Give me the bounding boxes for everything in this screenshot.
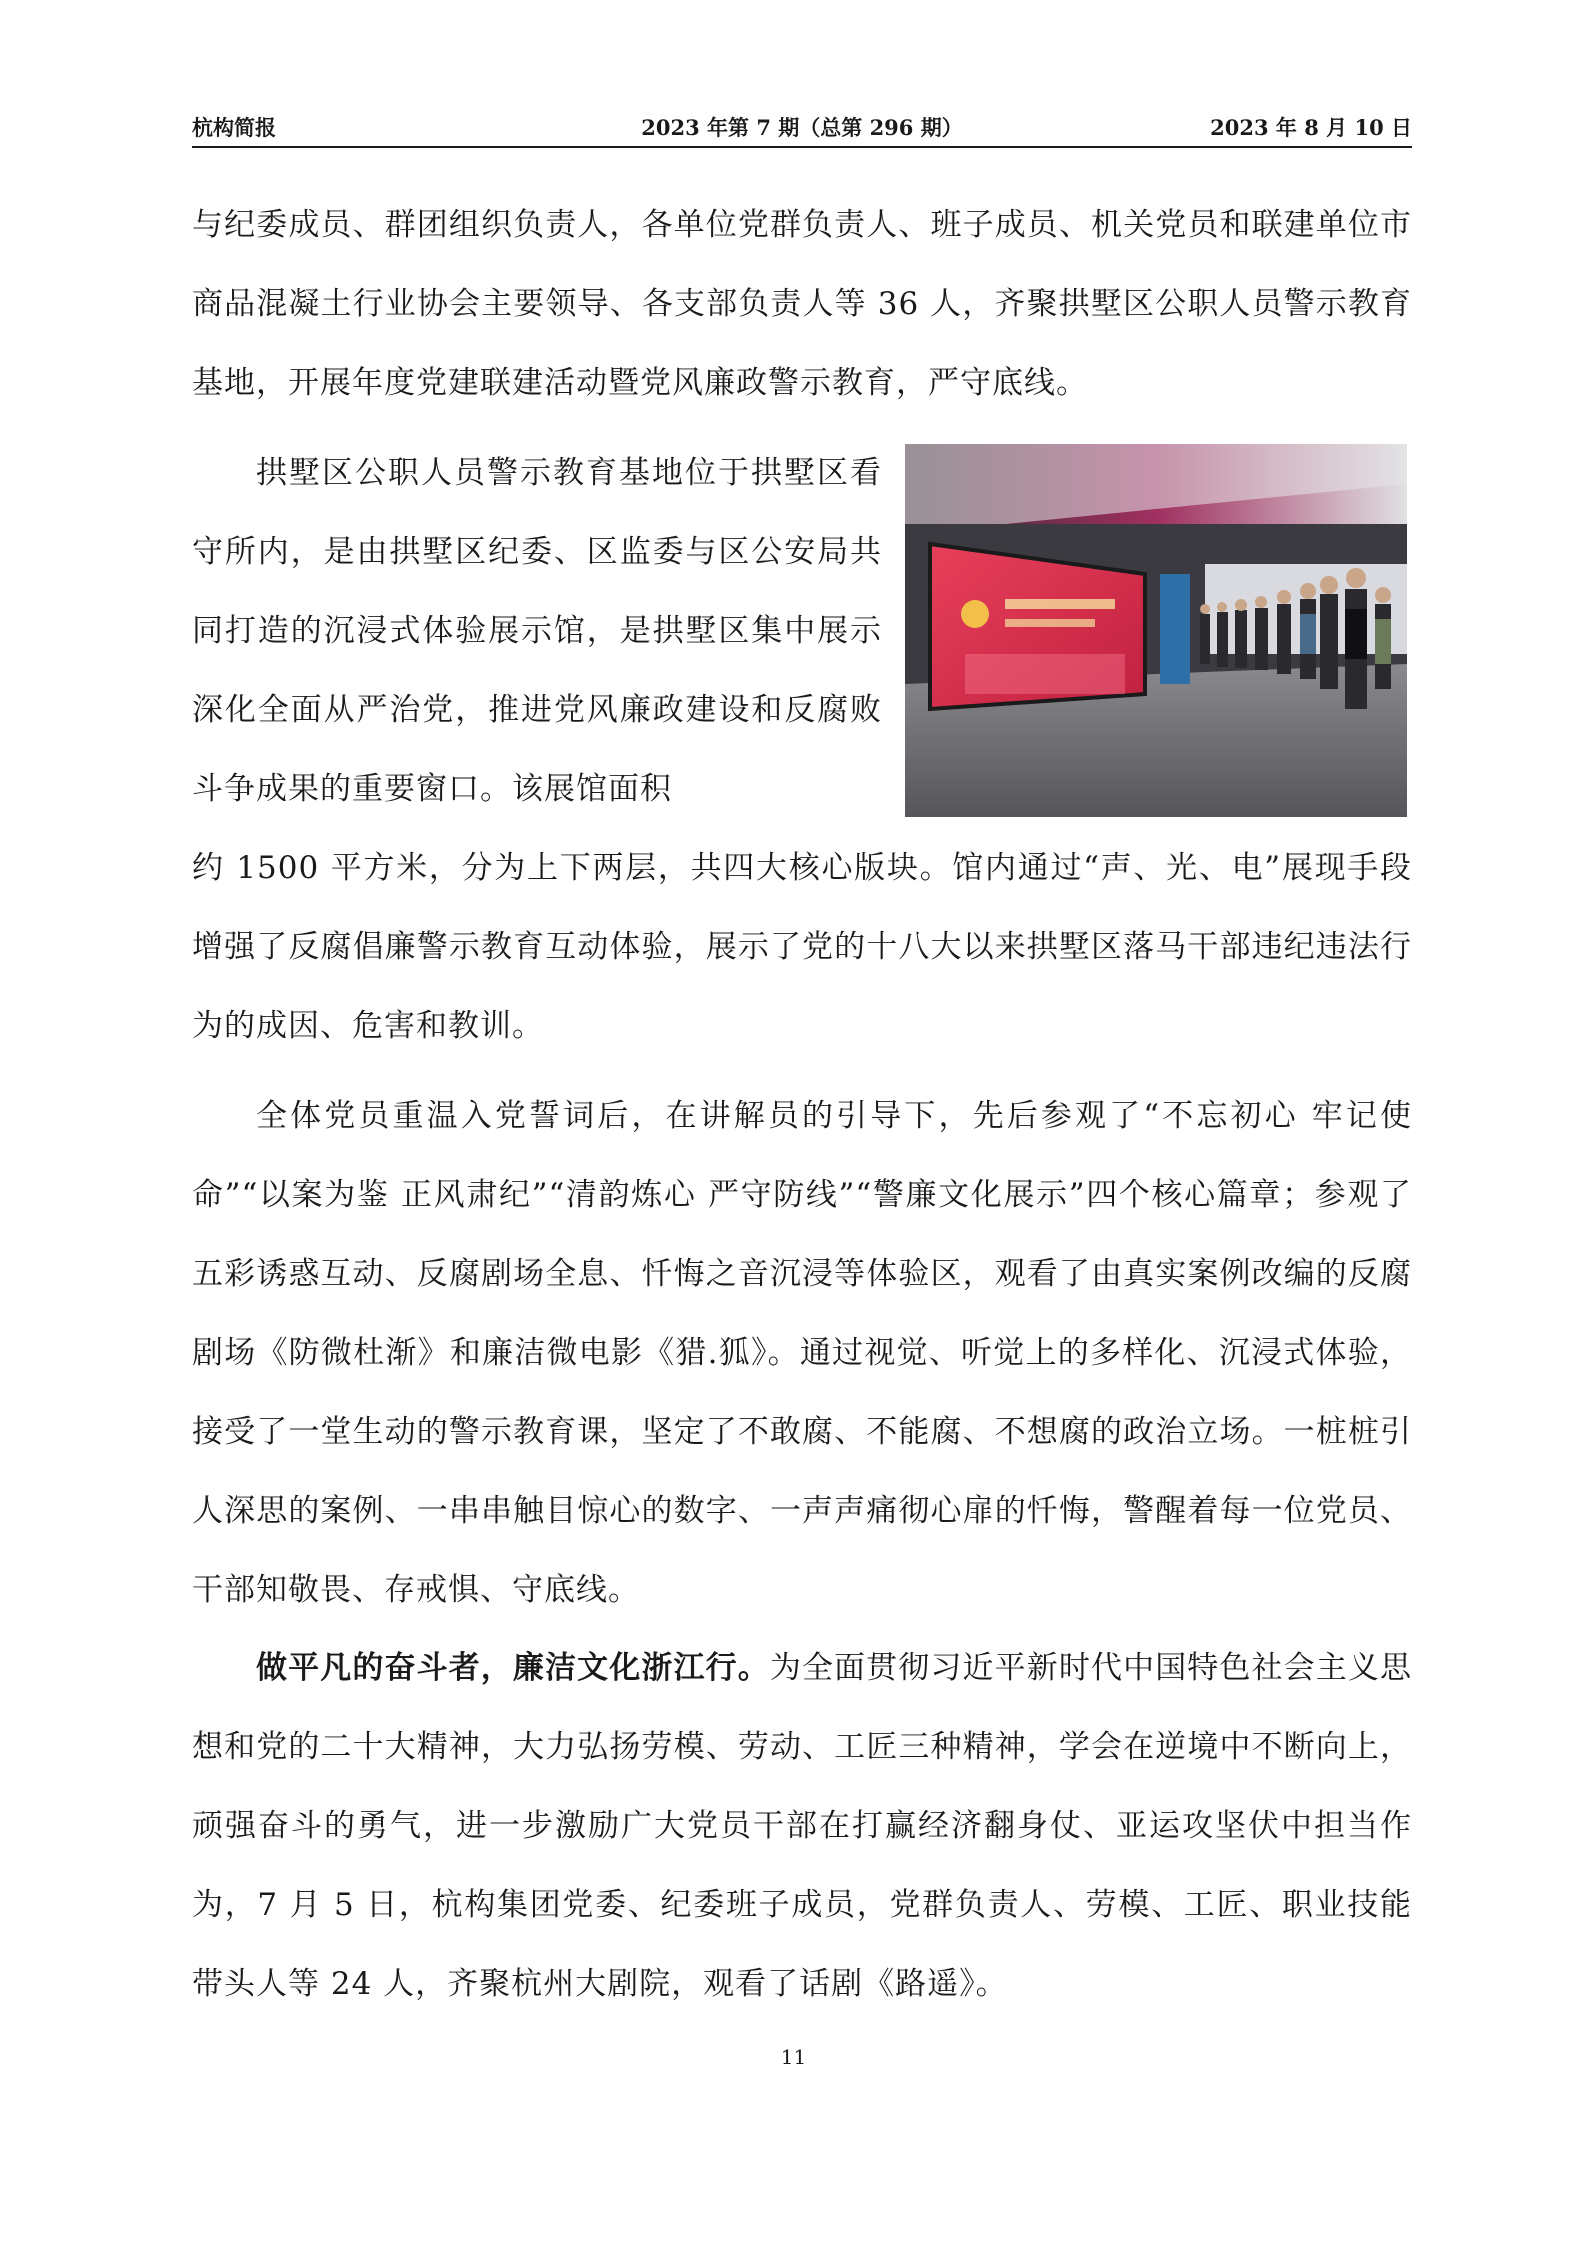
page-number: 11 (780, 2045, 807, 2069)
issue-number: 2023 年第 7 期（总第 296 期） (641, 115, 963, 140)
paragraph-2: 拱墅区公职人员警示教育基地位于拱墅区看守所内，是由拱墅区纪委、区监委与区公安局共同打造的沉浸式体验展示馆，是拱墅区集中展示深化全面从严治党，推进党风廉政建设和反腐败斗争成果的重要窗口。该展馆面积 (192, 455, 882, 807)
publication-name: 杭构简报 (192, 115, 276, 140)
exhibition-hall-illustration (905, 444, 1407, 817)
paragraph-4: 全体党员重温入党誓词后，在讲解员的引导下，先后参观了“不忘初心 牢记使命”“以案为鉴 正风肃纪”“清韵炼心 严守防线”“警廉文化展示”四个核心篇章；参观了五彩诱惑互动、反腐剧场全息、忏悔之音沉浸等体验区，观看了由真实案例改编的反腐剧场《防微杜渐》和廉洁微电影《猎.狐》。通过视觉、听觉上的多样化、沉浸式体验，接受了一堂生动的警示教育课，坚定了不敢腐、不能腐、不想腐的政治立场。一桩桩引人深思的案例、一串串触目惊心的数字、一声声痛彻心扉的忏悔，警醒着每一位党员、干部知敬畏、存戒惧、守底线。 (192, 1098, 1412, 1608)
paragraph-5 (192, 1629, 1412, 2024)
exhibition-hall-photo (905, 444, 1407, 817)
paragraph-1: 与纪委成员、群团组织负责人，各单位党群负责人、班子成员、机关党员和联建单位市商品混凝土行业协会主要领导、各支部负责人等 36 人，齐聚拱墅区公职人员警示教育基地，开展年度党建联建活动暨党风廉政警示教育，严守底线。 (192, 207, 1412, 401)
header-rule (192, 146, 1412, 148)
paragraph-5-lead: 做平凡的奋斗者，廉洁文化浙江行。 (256, 1650, 770, 1686)
running-header (192, 112, 1412, 148)
paragraph-5-body: 为全面贯彻习近平新时代中国特色社会主义思想和党的二十大精神，大力弘扬劳模、劳动、工匠三种精神，学会在逆境中不断向上，顽强奋斗的勇气，进一步激励广大党员干部在打赢经济翻身仗、亚运攻坚伏中担当作为，7 月 5 日，杭构集团党委、纪委班子成员，党群负责人、劳模、工匠、职业技能带头人等 24 人，齐聚杭州大剧院，观看了话剧《路遥》。 (192, 1650, 1412, 2002)
paragraph-3: 约 1500 平方米，分为上下两层，共四大核心版块。馆内通过“声、光、电”展现手段增强了反腐倡廉警示教育互动体验，展示了党的十八大以来拱墅区落马干部违纪违法行为的成因、危害和教训。 (192, 850, 1412, 1044)
issue-date: 2023 年 8 月 10 日 (1210, 115, 1412, 140)
